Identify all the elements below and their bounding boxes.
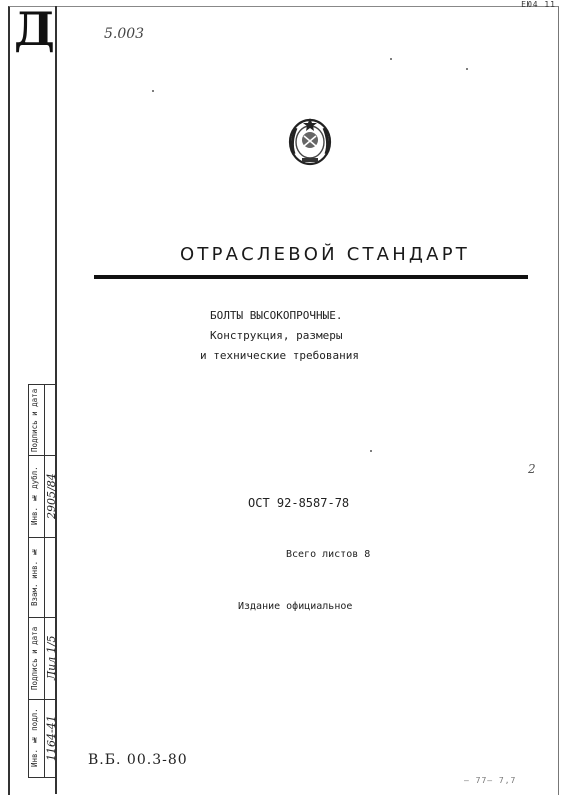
stamp-cell-label: Инв. № подл. bbox=[30, 708, 39, 768]
stamp-cell-label: Инв. № дубл. bbox=[30, 466, 39, 526]
title-rule bbox=[94, 275, 528, 279]
subject-line-2: Конструкция, размеры bbox=[210, 329, 343, 342]
state-emblem-icon bbox=[286, 116, 334, 168]
speck bbox=[390, 58, 392, 60]
stamp-divider bbox=[29, 385, 45, 777]
document-title: ОТРАСЛЕВОЙ СТАНДАРТ bbox=[180, 244, 470, 265]
handwritten-note-top: 5.003 bbox=[104, 26, 145, 42]
handwritten-note-bottom: В.Б. 00.3-80 bbox=[88, 752, 188, 768]
stamp-cell-value: 1164-41 bbox=[45, 715, 58, 761]
stamp-cell-label: Подпись и дата bbox=[30, 388, 39, 452]
speck bbox=[466, 68, 468, 70]
stamp-cell-label: Подпись и дата bbox=[30, 626, 39, 690]
stamp-cell-value: Лил 1/5 bbox=[45, 635, 58, 681]
standard-number: ОСТ 92-8587-78 bbox=[248, 496, 350, 510]
subject-line-1: БОЛТЫ ВЫСОКОПРОЧНЫЕ. bbox=[210, 309, 343, 322]
edition-note: Издание официальное bbox=[238, 601, 353, 612]
speck bbox=[152, 90, 154, 92]
bottom-corner-mark: — 77— 7,7 bbox=[464, 776, 517, 785]
margin-handwritten-mark: 2 bbox=[528, 462, 536, 476]
document-subject bbox=[200, 306, 359, 366]
format-letter: Д bbox=[14, 2, 55, 56]
speck bbox=[370, 450, 372, 452]
corner-mark: EЮ4 11 bbox=[521, 0, 556, 9]
stamp-cell-value bbox=[45, 537, 56, 617]
archive-stamp bbox=[28, 384, 57, 778]
sheet-count: Всего листов 8 bbox=[286, 549, 371, 560]
stamp-cell-label: Взам. инв. № bbox=[30, 547, 39, 607]
stamp-cell-value bbox=[45, 385, 56, 455]
subject-line-3: и технические требования bbox=[200, 349, 359, 362]
stamp-cell-value: 2905/84 bbox=[45, 473, 58, 519]
